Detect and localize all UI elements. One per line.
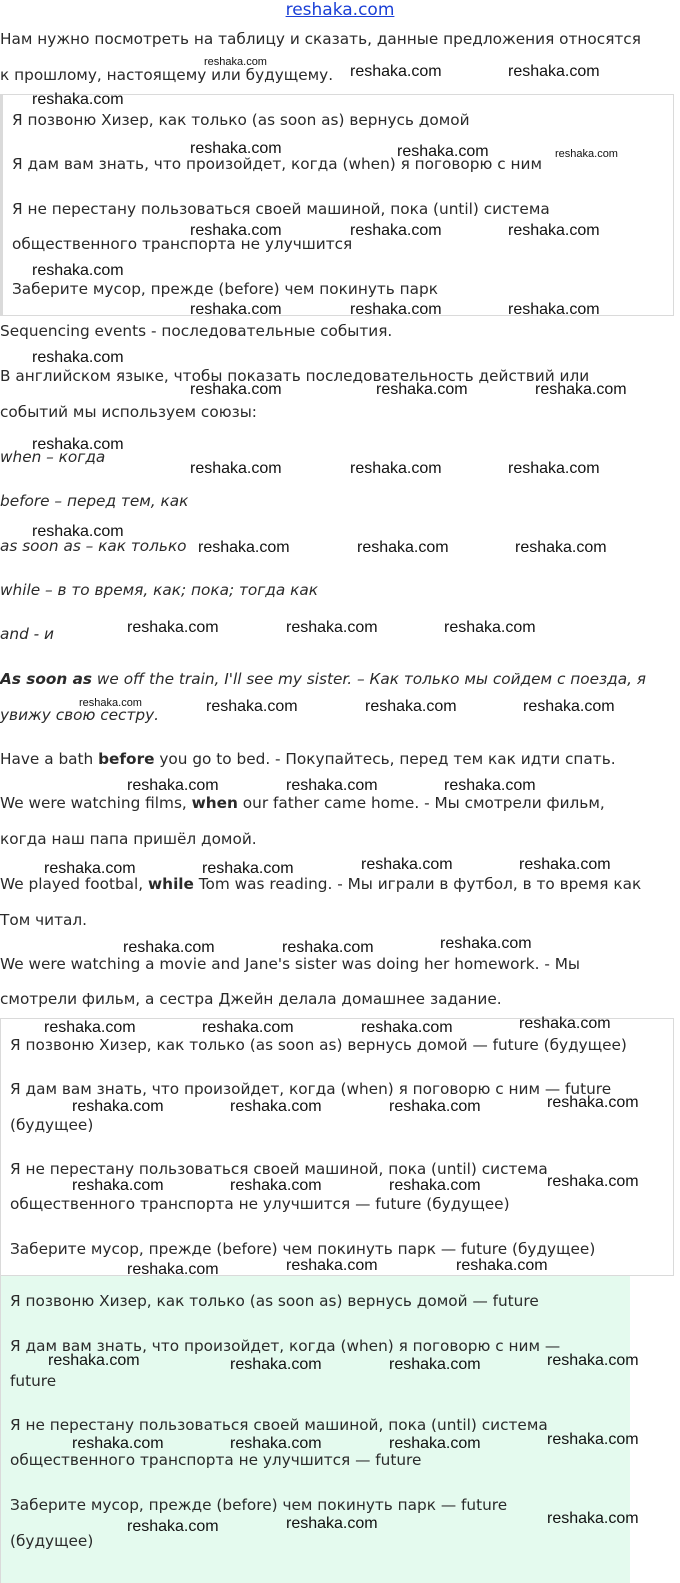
watermark: reshaka.com (547, 1173, 639, 1190)
example-4-text: Tom was reading. - Мы играли в футбол, в то время как (193, 875, 642, 893)
watermark: reshaka.com (547, 1352, 639, 1369)
example-3-text: our father came home. - Мы смотрели фильм, (237, 794, 605, 812)
watermark: reshaka.com (190, 381, 282, 398)
box1-sentence-3a: Я не перестану пользоваться своей машиной, пока (until) система (12, 200, 550, 218)
theory-line-1: В английском языке, чтобы показать последовательность действий или (0, 367, 590, 385)
theory-line-2: событий мы используем союзы: (0, 403, 257, 421)
watermark: reshaka.com (32, 523, 124, 540)
watermark: reshaka.com (508, 63, 600, 80)
watermark: reshaka.com (230, 1098, 322, 1115)
watermark: reshaka.com (32, 436, 124, 453)
box1-sentence-1: Я позвоню Хизер, как только (as soon as) вернусь домой (12, 111, 470, 129)
watermark: reshaka.com (508, 222, 600, 239)
watermark: reshaka.com (389, 1356, 481, 1373)
example-3-pre: We were watching films, (0, 794, 192, 812)
watermark: reshaka.com (32, 91, 124, 108)
box2-answer-2b: (будущее) (10, 1116, 94, 1134)
watermark: reshaka.com (286, 619, 378, 636)
box1-sentence-4: Заберите мусор, прежде (before) чем покинуть парк (12, 280, 438, 298)
watermark: reshaka.com (397, 143, 489, 160)
watermark: reshaka.com (190, 460, 282, 477)
watermark: reshaka.com (456, 1257, 548, 1274)
watermark: reshaka.com (190, 222, 282, 239)
watermark: reshaka.com (535, 381, 627, 398)
example-1-text: we off the train, I'll see my sister. – Как только мы сойдем с поезда, я (92, 670, 647, 688)
example-2-pre: Have a bath (0, 750, 99, 768)
watermark: reshaka.com (202, 1019, 294, 1036)
watermark: reshaka.com (508, 301, 600, 318)
answer-box-highlighted (0, 1276, 630, 1583)
conjunction-as-soon-as: as soon as – как только (0, 537, 187, 555)
watermark: reshaka.com (44, 1019, 136, 1036)
watermark: reshaka.com (127, 777, 219, 794)
box1-sentence-2: Я дам вам знать, что произойдет, когда (when) я поговорю с ним (12, 155, 542, 173)
watermark: reshaka.com (230, 1435, 322, 1452)
box1-sentence-3b: общественного транспорта не улучшится (12, 235, 353, 253)
task-sentences-box (0, 94, 674, 316)
watermark: reshaka.com (389, 1098, 481, 1115)
watermark: reshaka.com (286, 1515, 378, 1532)
watermark: reshaka.com (376, 381, 468, 398)
watermark: reshaka.com (515, 539, 607, 556)
intro-line-1: Нам нужно посмотреть на таблицу и сказать, данные предложения относятся (0, 30, 641, 48)
example-2-text: you go to bed. - Покупайтесь, перед тем как идти спать. (154, 750, 616, 768)
conjunction-before: before – перед тем, как (0, 492, 189, 510)
box3-answer-4a: Заберите мусор, прежде (before) чем покинуть парк — future (10, 1496, 508, 1514)
watermark: reshaka.com (547, 1431, 639, 1448)
example-1-keyword: As soon as (0, 670, 93, 688)
example-4-pre: We played footbal, (0, 875, 149, 893)
watermark: reshaka.com (204, 56, 267, 68)
watermark: reshaka.com (44, 860, 136, 877)
conjunction-while: while – в то время, как; пока; тогда как (0, 581, 318, 599)
box3-answer-3b: общественного транспорта не улучшится — future (10, 1451, 422, 1469)
example-4-keyword: while (148, 875, 194, 893)
theory-title: Sequencing events - последовательные события. (0, 322, 393, 340)
watermark: reshaka.com (282, 939, 374, 956)
example-3-keyword: when (191, 794, 238, 812)
watermark: reshaka.com (198, 539, 290, 556)
conjunction-and: and - и (0, 625, 54, 643)
example-1-line-1 (0, 670, 646, 688)
watermark: reshaka.com (444, 619, 536, 636)
answer-box-detailed (0, 1018, 674, 1276)
watermark: reshaka.com (350, 460, 442, 477)
watermark: reshaka.com (350, 222, 442, 239)
box3-answer-3a: Я не перестану пользоваться своей машиной, пока (until) система (10, 1416, 548, 1434)
watermark: reshaka.com (190, 140, 282, 157)
example-5-line-1: We were watching a movie and Jane's sister was doing her homework. - Мы (0, 955, 580, 973)
box3-answer-4b: (будущее) (10, 1532, 94, 1550)
watermark: reshaka.com (127, 1261, 219, 1278)
example-2-keyword: before (98, 750, 155, 768)
watermark: reshaka.com (508, 460, 600, 477)
watermark: reshaka.com (206, 698, 298, 715)
box3-answer-2a: Я дам вам знать, что произойдет, когда (when) я поговорю с ним — (10, 1337, 561, 1355)
watermark: reshaka.com (350, 63, 442, 80)
watermark: reshaka.com (286, 1257, 378, 1274)
watermark: reshaka.com (440, 935, 532, 952)
watermark: reshaka.com (519, 856, 611, 873)
watermark: reshaka.com (357, 539, 449, 556)
example-3-line-1 (0, 794, 605, 812)
example-3-line-2: когда наш папа пришёл домой. (0, 830, 257, 848)
watermark: reshaka.com (127, 619, 219, 636)
watermark: reshaka.com (389, 1435, 481, 1452)
watermark: reshaka.com (202, 860, 294, 877)
box3-answer-2b: future (10, 1372, 57, 1390)
watermark: reshaka.com (32, 349, 124, 366)
watermark: reshaka.com (350, 301, 442, 318)
box2-answer-4: Заберите мусор, прежде (before) чем покинуть парк — future (будущее) (10, 1240, 596, 1258)
example-4-line-2: Том читал. (0, 911, 88, 929)
watermark: reshaka.com (72, 1435, 164, 1452)
site-header-link[interactable]: reshaka.com (285, 0, 395, 20)
watermark: reshaka.com (547, 1094, 639, 1111)
intro-line-2: к прошлому, настоящему или будущему. (0, 66, 334, 84)
watermark: reshaka.com (519, 1015, 611, 1032)
example-5-line-2: смотрели фильм, а сестра Джейн делала домашнее задание. (0, 990, 502, 1008)
watermark: reshaka.com (79, 697, 142, 709)
watermark: reshaka.com (48, 1352, 140, 1369)
box2-answer-3a: Я не перестану пользоваться своей машиной, пока (until) система (10, 1160, 548, 1178)
watermark: reshaka.com (547, 1510, 639, 1527)
watermark: reshaka.com (32, 262, 124, 279)
watermark: reshaka.com (361, 1019, 453, 1036)
watermark: reshaka.com (230, 1177, 322, 1194)
watermark: reshaka.com (286, 777, 378, 794)
watermark: reshaka.com (523, 698, 615, 715)
watermark: reshaka.com (72, 1177, 164, 1194)
watermark: reshaka.com (72, 1098, 164, 1115)
watermark: reshaka.com (555, 148, 618, 160)
example-1-line-2: увижу свою сестру. (0, 706, 159, 724)
box2-answer-2a: Я дам вам знать, что произойдет, когда (when) я поговорю с ним — future (10, 1080, 612, 1098)
watermark: reshaka.com (123, 939, 215, 956)
watermark: reshaka.com (127, 1518, 219, 1535)
box2-answer-1: Я позвоню Хизер, как только (as soon as) вернусь домой — future (будущее) (10, 1036, 627, 1054)
watermark: reshaka.com (190, 301, 282, 318)
conjunction-when: when – когда (0, 448, 106, 466)
watermark: reshaka.com (444, 777, 536, 794)
example-2 (0, 750, 616, 768)
watermark: reshaka.com (389, 1177, 481, 1194)
watermark: reshaka.com (365, 698, 457, 715)
box2-answer-3b: общественного транспорта не улучшится — future (будущее) (10, 1195, 510, 1213)
watermark: reshaka.com (230, 1356, 322, 1373)
box3-answer-1: Я позвоню Хизер, как только (as soon as) вернусь домой — future (10, 1292, 539, 1310)
watermark: reshaka.com (361, 856, 453, 873)
